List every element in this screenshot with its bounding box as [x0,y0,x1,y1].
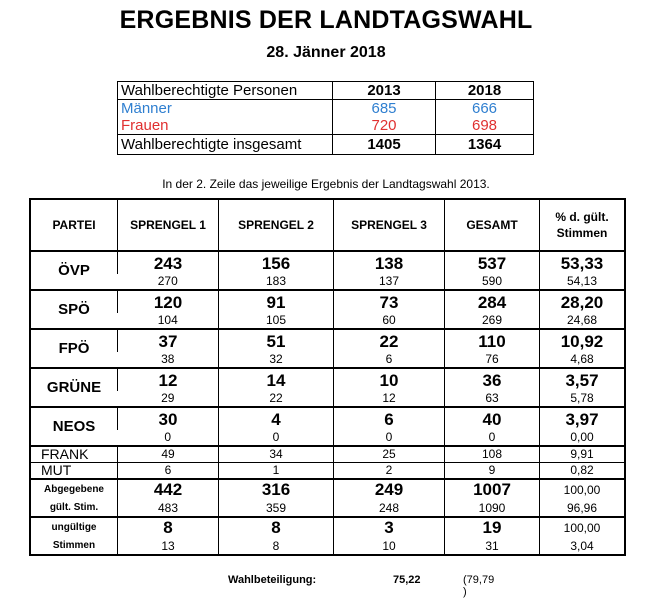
invalid-value: 3 [334,517,445,538]
header-sprengel-3: SPRENGEL 3 [334,199,445,251]
results-header-row [30,199,625,251]
party-name: NEOS [30,407,118,446]
valid-value: 249 [334,479,445,500]
party-previous-row [30,352,625,368]
party-current-value: 14 [219,368,334,391]
party-previous-value: 105 [219,313,334,329]
party-previous-value: 104 [118,313,219,329]
party-current-value: 3,97 [540,407,626,430]
election-date: 28. Jänner 2018 [266,44,386,61]
eligible-women-label: Frauen [121,117,169,134]
eligible-header-2013: 2013 [333,82,436,100]
party-row [30,329,625,352]
party-current-value: 28,20 [540,290,626,313]
eligible-women-2013: 720 [333,117,436,135]
party-row [30,407,625,430]
party-previous-value: 183 [219,274,334,290]
party-previous-value: 269 [445,313,540,329]
eligible-header-label: Wahlberechtigte Personen [118,82,333,100]
party-current-value: 51 [219,329,334,352]
header-percent-line2: Stimmen [556,226,608,240]
party-row [30,251,625,274]
valid-votes-prev-row [30,500,625,517]
valid-label-line2: gült. Stim. [30,500,118,517]
minor-value: 1 [219,463,334,480]
valid-prev-value: 359 [219,500,334,517]
invalid-label-line2: Stimmen [52,540,96,551]
invalid-value: 8 [118,517,219,538]
party-name: GRÜNE [30,368,118,407]
party-current-value: 110 [445,329,540,352]
eligible-women-2018: 698 [436,117,534,135]
eligible-voters-table [117,81,534,155]
party-current-value: 10,92 [540,329,626,352]
party-row [30,290,625,313]
party-previous-row [30,313,625,329]
results-table [29,198,626,556]
party-previous-value: 22 [219,391,334,407]
turnout-label: Wahlbeteiligung: [228,574,317,586]
minor-row-mut [30,463,625,480]
party-current-value: 120 [118,290,219,313]
minor-value: 25 [334,446,445,463]
party-current-value: 30 [118,407,219,430]
party-current-value: 6 [334,407,445,430]
valid-value: 316 [219,479,334,500]
party-previous-value: 6 [334,352,445,368]
minor-name: FRANK [30,446,118,463]
turnout-value: 75,22 [393,574,421,586]
invalid-votes-prev-row [30,538,625,555]
header-percent-line1: % d. gült. [555,210,609,224]
eligible-header-2018: 2018 [436,82,534,100]
party-previous-value: 0 [118,430,219,446]
minor-row-frank [30,446,625,463]
valid-value: 442 [118,479,219,500]
page-title: ERGEBNIS DER LANDTAGSWAHL [119,6,533,34]
eligible-men-2013: 685 [333,100,436,118]
party-previous-value: 60 [334,313,445,329]
party-previous-row [30,274,625,290]
eligible-total-2018: 1364 [436,135,534,155]
party-previous-value: 270 [118,274,219,290]
party-current-value: 138 [334,251,445,274]
party-row [30,368,625,391]
party-name: SPÖ [30,290,118,329]
party-name: FPÖ [30,329,118,368]
valid-value: 100,00 [540,479,626,500]
party-previous-value: 5,78 [540,391,626,407]
invalid-value: 19 [445,517,540,538]
invalid-votes-row [30,517,625,538]
valid-prev-value: 248 [334,500,445,517]
minor-value: 2 [334,463,445,480]
valid-prev-value: 483 [118,500,219,517]
party-previous-value: 12 [334,391,445,407]
party-previous-value: 24,68 [540,313,626,329]
valid-prev-value: 1090 [445,500,540,517]
invalid-prev-value: 10 [334,538,445,555]
party-current-value: 73 [334,290,445,313]
invalid-value: 8 [219,517,334,538]
invalid-prev-value: 13 [118,538,219,555]
eligible-header-row [118,82,534,100]
party-current-value: 537 [445,251,540,274]
valid-prev-value: 96,96 [540,500,626,517]
party-previous-row [30,430,625,446]
minor-value: 49 [118,446,219,463]
invalid-label-line1: ungültige [51,522,97,533]
eligible-row-women [118,117,534,135]
turnout-previous: (79,79 ) [463,574,495,598]
party-current-value: 10 [334,368,445,391]
party-previous-value: 0 [219,430,334,446]
party-previous-value: 4,68 [540,352,626,368]
eligible-men-label: Männer [121,100,172,117]
header-party: PARTEI [30,199,118,251]
party-current-value: 40 [445,407,540,430]
party-current-value: 3,57 [540,368,626,391]
party-current-value: 284 [445,290,540,313]
eligible-men-2018: 666 [436,100,534,118]
valid-value: 1007 [445,479,540,500]
header-sprengel-2: SPRENGEL 2 [219,199,334,251]
invalid-value: 100,00 [540,517,626,538]
eligible-total-row [118,135,534,155]
party-current-value: 4 [219,407,334,430]
party-previous-value: 54,13 [540,274,626,290]
table-note: In der 2. Zeile das jeweilige Ergebnis der Landtagswahl 2013. [162,177,490,191]
party-current-value: 22 [334,329,445,352]
invalid-prev-value: 3,04 [540,538,626,555]
eligible-total-label: Wahlberechtigte insgesamt [118,135,333,155]
party-current-value: 53,33 [540,251,626,274]
party-name: ÖVP [30,251,118,290]
party-current-value: 36 [445,368,540,391]
party-current-value: 156 [219,251,334,274]
minor-value: 9,91 [540,446,626,463]
party-current-value: 243 [118,251,219,274]
valid-votes-row [30,479,625,500]
party-current-value: 12 [118,368,219,391]
invalid-prev-value: 8 [219,538,334,555]
header-sprengel-1: SPRENGEL 1 [118,199,219,251]
party-previous-value: 0 [445,430,540,446]
party-previous-row [30,391,625,407]
party-previous-value: 63 [445,391,540,407]
party-previous-value: 137 [334,274,445,290]
party-previous-value: 590 [445,274,540,290]
minor-value: 0,82 [540,463,626,480]
minor-name: MUT [30,463,118,480]
party-current-value: 37 [118,329,219,352]
party-previous-value: 0,00 [540,430,626,446]
minor-value: 108 [445,446,540,463]
invalid-prev-value: 31 [445,538,540,555]
minor-value: 9 [445,463,540,480]
minor-value: 6 [118,463,219,480]
party-previous-value: 0 [334,430,445,446]
header-percent [540,199,626,251]
header-total: GESAMT [445,199,540,251]
party-previous-value: 29 [118,391,219,407]
eligible-total-2013: 1405 [333,135,436,155]
party-previous-value: 32 [219,352,334,368]
party-previous-value: 76 [445,352,540,368]
eligible-row-men [118,100,534,118]
party-current-value: 91 [219,290,334,313]
valid-label-line1: Abgegebene [43,484,104,495]
party-previous-value: 38 [118,352,219,368]
minor-value: 34 [219,446,334,463]
